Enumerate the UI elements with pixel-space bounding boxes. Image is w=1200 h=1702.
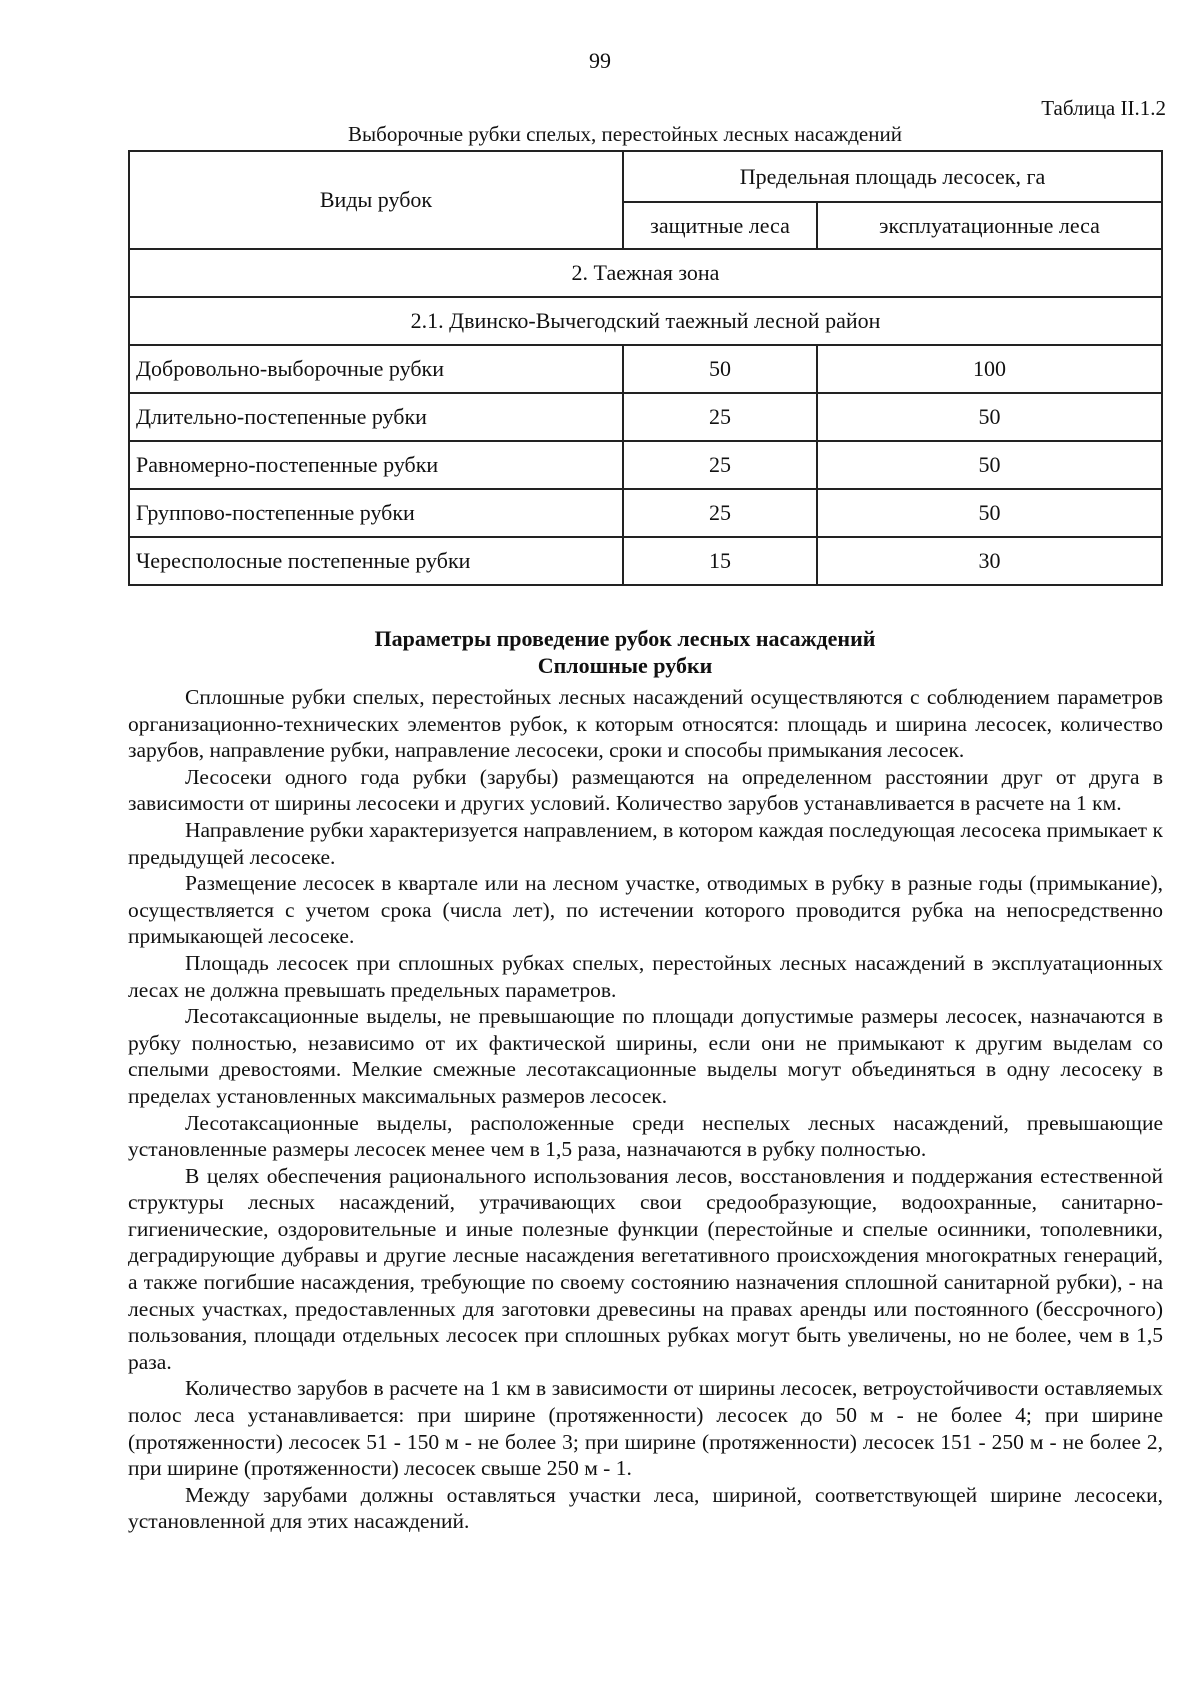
row-cutting-name: Длительно-постепенные рубки <box>129 393 623 441</box>
cutting-limits-table <box>128 150 1163 586</box>
page-number: 99 <box>589 48 611 73</box>
table-reference: Таблица II.1.2 <box>1041 96 1166 120</box>
paragraph: Направление рубки характеризуется направлением, в котором каждая последующая лесосека примыкает к предыдущей лесосеке. <box>128 817 1163 869</box>
paragraph: Лесотаксационные выделы, расположенные среди неспелых лесных насаждений, превышающие установленные размеры лесосек менее чем в 1,5 раза, назначаются в рубку полностью. <box>128 1110 1163 1162</box>
table-header-row <box>129 151 1162 202</box>
paragraph: В целях обеспечения рационального использования лесов, восстановления и поддержания естественной структуры лесных насаждений, утрачивающих свои средообразующие, водоохранные, санитарно-гигиенические, оздоровительные и иные полезные функции (перестойные и спелые осинники, тополевники, деградирующие дубравы и другие лесные насаждения вегетативного происхождения многократных генераций, а также погибшие насаждения, требующие по своему состоянию назначения сплошной санитарной рубки), - на лесных участках, предоставленных для заготовки древесины на правах аренды или постоянного (бессрочного) пользования, площади отдельных лесосек при сплошных рубках могут быть увеличены, но не более, чем в 1,5 раза. <box>128 1163 1163 1374</box>
paragraph: Между зарубами должны оставляться участки леса, шириной, соответствующей ширине лесосеки, установленной для этих насаждений. <box>128 1482 1163 1534</box>
row-cutting-name: Равномерно-постепенные рубки <box>129 441 623 489</box>
row-cutting-name: Чересполосные постепенные рубки <box>129 537 623 585</box>
section-subtitle: Сплошные рубки <box>537 653 713 678</box>
row-exploitation-value: 50 <box>817 441 1162 489</box>
row-exploitation-value: 100 <box>817 345 1162 393</box>
row-exploitation-value: 30 <box>817 537 1162 585</box>
table-title: Выборочные рубки спелых, перестойных лесных насаждений <box>348 122 902 146</box>
zone-row <box>129 249 1162 297</box>
header-cutting-kind: Виды рубок <box>129 151 623 249</box>
paragraph: Сплошные рубки спелых, перестойных лесных насаждений осуществляются с соблюдением параметров организационно-технических элементов рубок, к которым относятся: площадь и ширина лесосек, количество зарубов, направление рубки, направление лесосеки, сроки и способы примыкания лесосек. <box>128 685 1163 763</box>
header-exploitation-forests: эксплуатационные леса <box>817 202 1162 249</box>
row-protective-value: 25 <box>623 489 817 537</box>
row-protective-value: 50 <box>623 345 817 393</box>
header-protective-forests: защитные леса <box>623 202 817 249</box>
header-area-limit: Предельная площадь лесосек, га <box>623 151 1162 202</box>
body-text <box>128 684 1163 1535</box>
row-cutting-name: Добровольно-выборочные рубки <box>129 345 623 393</box>
row-exploitation-value: 50 <box>817 393 1162 441</box>
row-exploitation-value: 50 <box>817 489 1162 537</box>
district-label: 2.1. Двинско-Вычегодский таежный лесной район <box>129 297 1162 345</box>
paragraph: Лесосеки одного года рубки (зарубы) размещаются на определенном расстоянии друг от друга в зависимости от ширины лесосеки и других условий. Количество зарубов устанавливается в расчете на 1 км. <box>128 764 1163 816</box>
paragraph: Количество зарубов в расчете на 1 км в зависимости от ширины лесосек, ветроустойчивости оставляемых полос леса устанавливается: при ширине (протяженности) лесосек до 50 м - не более 4; при ширине (протяженности) лесосек 51 - 150 м - не более 3; при ширине (протяженности) лесосек 151 - 250 м - не более 2, при ширине (протяженности) лесосек свыше 250 м - 1. <box>128 1376 1163 1481</box>
paragraph: Площадь лесосек при сплошных рубках спелых, перестойных лесных насаждений в эксплуатационных лесах не должна превышать предельных параметров. <box>128 950 1163 1002</box>
row-protective-value: 25 <box>623 441 817 489</box>
table-row <box>129 441 1162 489</box>
row-cutting-name: Группово-постепенные рубки <box>129 489 623 537</box>
paragraph: Размещение лесосек в квартале или на лесном участке, отводимых в рубку в разные годы (примыкание), осуществляется с учетом срока (числа лет), по истечении которого проводится рубка на непосредственно примыкающей лесосеке. <box>128 871 1163 949</box>
section-title: Параметры проведение рубок лесных насаждений <box>374 626 876 651</box>
table-row <box>129 393 1162 441</box>
zone-label: 2. Таежная зона <box>129 249 1162 297</box>
table-row <box>129 537 1162 585</box>
table-row <box>129 345 1162 393</box>
row-protective-value: 15 <box>623 537 817 585</box>
row-protective-value: 25 <box>623 393 817 441</box>
paragraph: Лесотаксационные выделы, не превышающие по площади допустимые размеры лесосек, назначаются в рубку полностью, независимо от их фактической ширины, если они не примыкают к другим выделам со спелыми древостоями. Мелкие смежные лесотаксационные выделы могут объединяться в одну лесосеку в пределах установленных максимальных размеров лесосек. <box>128 1004 1163 1108</box>
district-row <box>129 297 1162 345</box>
table-row <box>129 489 1162 537</box>
